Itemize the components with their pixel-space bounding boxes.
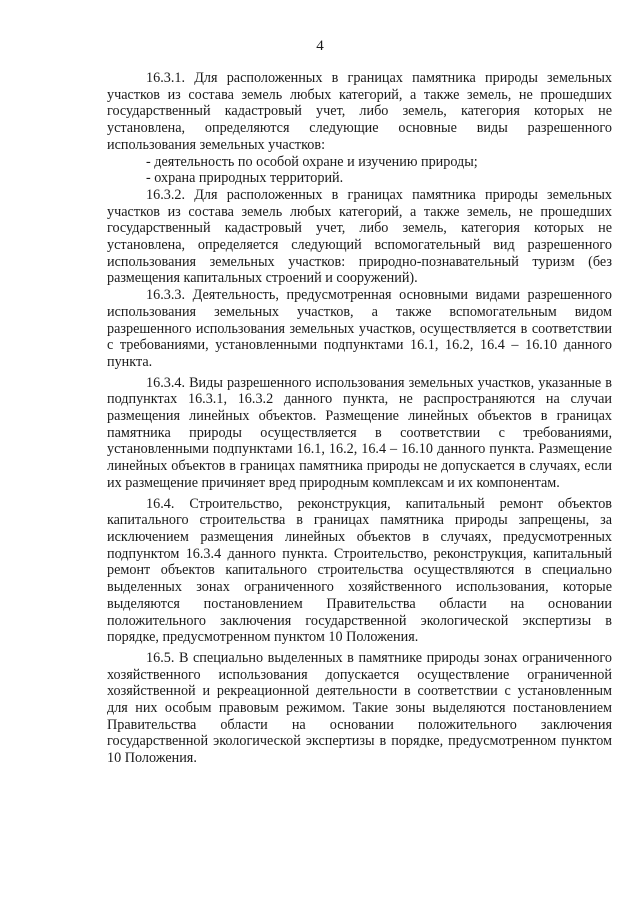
paragraph-16-3-3: 16.3.3. Деятельность, предусмотренная основными видами разрешенного использования земельных участков, а также вспомогательным видом разрешенного использования земельных участков, осуществляется в соответствии с требованиями, установленными подпунктами 16.1, 16.2, 16.4 – 16.10 данного пункта.	[107, 287, 612, 370]
paragraph-16-3-4: 16.3.4. Виды разрешенного использования земельных участков, указанные в подпунктах 16.3.1, 16.3.2 данного пункта, не распространяются на случаи размещения линейных объектов. Размещение линейных объектов в границах памятника природы осуществляется в соответствии с требованиями, установленными подпунктами 16.1, 16.2, 16.4 – 16.10 данного пункта. Размещение линейных объектов в границах памятника природы не допускается в случаях, если их размещение причиняет вред природным комплексам и их компонентам.	[107, 374, 612, 491]
page-number: 4	[316, 38, 324, 54]
paragraph-16-4: 16.4. Строительство, реконструкция, капитальный ремонт объектов капитального строительства в границах памятника природы запрещены, за исключением размещения линейных объектов в случаях, предусмотренных подпунктом 16.3.4 данного пункта. Строительство, реконструкция, капитальный ремонт объектов капитального строительства осуществляются в специально выделенных зонах ограниченного хозяйственного использования, которые выделяются постановлением Правительства области на основании положительного заключения государственной экологической экспертизы в порядке, предусмотренном пунктом 10 Положения.	[107, 495, 612, 646]
paragraph-16-3-2: 16.3.2. Для расположенных в границах памятника природы земельных участков из состава земель любых категорий, а также земель, не прошедших государственный кадастровый учет, либо земель, категория которых не установлена, определяется следующий вспомогательный вид разрешенного использования земельных участков: природно-познавательный туризм (без размещения капитальных строений и сооружений).	[107, 186, 612, 287]
bullet-item: - деятельность по особой охране и изучению природы;	[146, 153, 478, 170]
document-body	[107, 70, 612, 767]
paragraph-16-3-1: 16.3.1. Для расположенных в границах памятника природы земельных участков из состава земель любых категорий, а также земель, не прошедших государственный кадастровый учет, либо земель, категория которых не установлена, определяются следующие основные виды разрешенного использования земельных участков:	[107, 70, 612, 153]
bullet-item: - охрана природных территорий.	[146, 170, 344, 187]
paragraph-16-5: 16.5. В специально выделенных в памятнике природы зонах ограниченного хозяйственного использования допускается осуществление ограниченной хозяйственной и рекреационной деятельности в соответствии с установленным для них особым правовым режимом. Такие зоны выделяются постановлением Правительства области на основании положительного заключения государственной экологической экспертизы в порядке, предусмотренном пунктом 10 Положения.	[107, 649, 612, 767]
